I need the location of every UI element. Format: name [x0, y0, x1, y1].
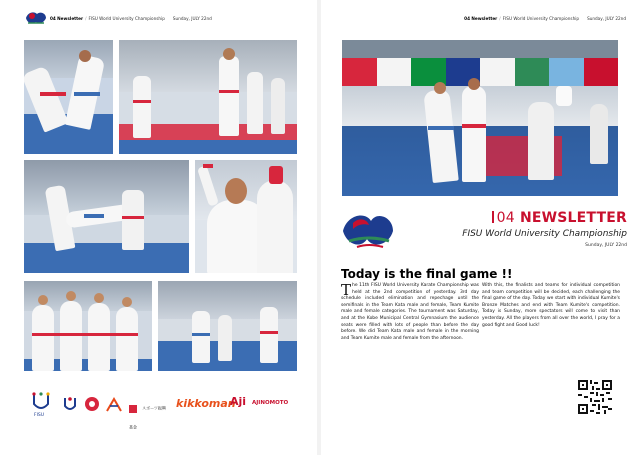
championship-logo-icon [24, 10, 48, 26]
right-header [321, 6, 638, 28]
newsletter-number: 04 [496, 210, 515, 226]
newsletter-logo-icon [339, 207, 397, 253]
karate-photo-1 [24, 40, 113, 154]
university-icon [62, 396, 78, 414]
karate-photo-6 [158, 281, 297, 371]
fisu-label: FISU [34, 413, 45, 418]
right-header-number: 04 [464, 16, 470, 21]
sports-agency-logo [129, 398, 167, 430]
sponsor-strip [30, 392, 290, 430]
left-header [0, 6, 317, 28]
qr-code-icon [578, 380, 612, 414]
article-dropcap: T [341, 281, 352, 299]
newsletter-date: Sunday, JULY 22nd [585, 243, 627, 248]
article-column-1-text: he 11th FISU World University Karate Championship was held at the 2nd competition of yesterday. 3rd day schedule included elimination and repechage until the semifinals in the Team Kata male and female, Team Kumite male and female categories. The tournament was Saturday, and at the Kobe Municipal Central Gymnasium the audience seats were filled with lots of people than before the day before. We did Team Kata male and female in the morning and Team Kumite male and female from the afternoon. [341, 283, 479, 341]
newsletter-title-text: NEWSLETTER [519, 210, 627, 226]
karate-photo-2 [119, 40, 297, 154]
newsletter-subtitle: FISU World University Championship [462, 229, 627, 239]
sports-agency-label: スポーツ振興基金 [129, 405, 166, 430]
newsletter-title-bar [492, 211, 494, 223]
flag-row [342, 58, 618, 86]
jkf-logo [84, 396, 100, 412]
left-header-number: 04 [50, 16, 56, 21]
right-header-label: Newsletter [471, 16, 498, 21]
left-header-event: FISU World University Championship [88, 16, 165, 21]
left-page [0, 0, 317, 455]
jkf-icon [84, 396, 100, 412]
ajinomoto-logo: AJINOMOTO [252, 400, 289, 406]
aji-logo: Aji [230, 395, 247, 408]
left-header-date: Sunday, JULY 22nd [172, 16, 212, 21]
right-header-event: FISU World University Championship [502, 16, 580, 21]
right-header-date: Sunday, JULY 22nd [587, 16, 626, 21]
karate-photo-3 [24, 160, 189, 273]
karate-photo-4 [195, 160, 297, 273]
kobe-logo [104, 396, 124, 414]
sports-agency-mark-icon [129, 405, 137, 413]
fisu-logo [30, 392, 52, 420]
kobe-icon [104, 396, 124, 414]
left-header-text: 04 Newsletter / FISU World University Championship Sunday, JULY 22nd [50, 16, 212, 21]
left-header-label: Newsletter [57, 16, 84, 21]
kikkoman-logo: kikkoman [176, 397, 236, 410]
hero-photo [342, 40, 618, 196]
university-logo [62, 396, 78, 414]
right-header-text: 04 Newsletter / FISU World University Championship Sunday, JULY 22nd [464, 16, 626, 21]
article-column-1 [341, 283, 479, 342]
newsletter-title [492, 210, 627, 226]
karate-photo-5 [24, 281, 152, 371]
article-column-2: With this, the finalists and teams for individual competition and team competition will be decided, each challenging the final game of the day. Today we start with individual Kumite's Bronze Matches and end with Team Kumite's competition. Today is Sunday, more spectators will come to visit than yesterday. All the players from all over the world, I pray for a good fight and Good luck! [482, 283, 620, 328]
article-headline: Today is the final game !! [341, 267, 513, 281]
right-page [321, 0, 638, 455]
